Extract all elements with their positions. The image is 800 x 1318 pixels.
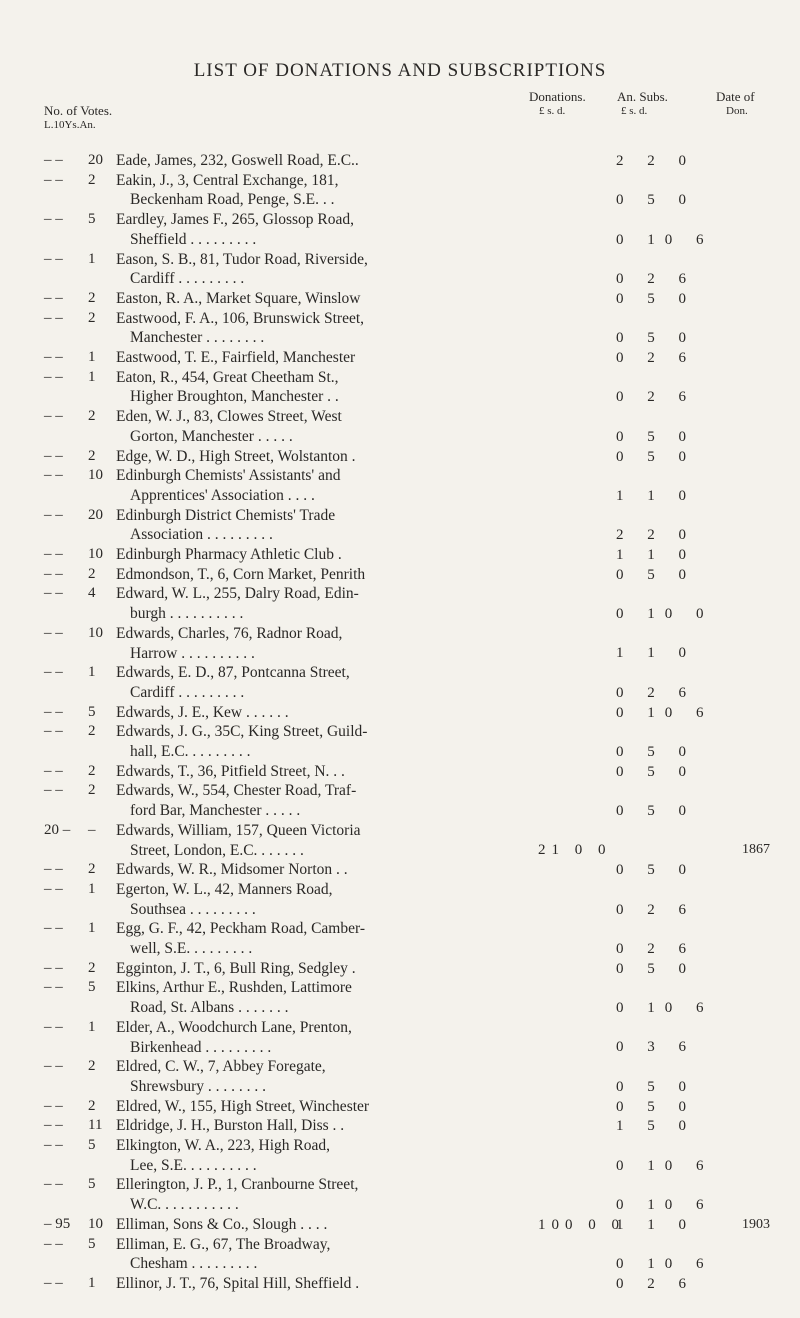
page-title: LIST OF DONATIONS AND SUBSCRIPTIONS [193, 60, 607, 81]
entry-name-address [116, 348, 516, 368]
entry-votes-number: 20 [88, 506, 103, 523]
entry-name-address [116, 1274, 516, 1294]
list-item [0, 506, 800, 545]
entry-subscription: 0 5 0 [616, 763, 696, 780]
entry-votes-number: 5 [88, 979, 96, 996]
entry-date: 1867 [742, 842, 770, 858]
donations-header-units: £ s. d. [539, 105, 566, 117]
entry-votes-number: 11 [88, 1117, 103, 1134]
list-item [0, 1274, 800, 1294]
list-item [0, 466, 800, 505]
entry-name-address [116, 1136, 516, 1175]
date-header-line2: Don. [726, 105, 748, 117]
entry-votes-lead: – – [44, 1137, 63, 1153]
entry-votes-number: 2 [88, 408, 96, 425]
entry-name-address [116, 1175, 516, 1214]
entry-subscription: 0 10 6 [616, 231, 714, 248]
entry-subscription: 0 10 0 [616, 606, 714, 623]
entry-votes-lead: – – [44, 250, 63, 267]
entry-subscription: 0 5 0 [616, 566, 696, 583]
entry-votes-lead: – – [44, 762, 63, 779]
entry-subscription: 2 2 0 [616, 527, 696, 544]
entry-name-address [116, 781, 516, 820]
entry-votes-lead: – – [44, 1235, 63, 1252]
entry-subscription: 0 2 6 [616, 940, 696, 957]
list-item [0, 860, 800, 880]
list-item [0, 584, 800, 623]
entry-line: Elkins, Arthur E., Rushden, Lattimore [116, 979, 352, 997]
entry-line: Edwards, William, 157, Queen Victoria [116, 821, 361, 839]
entry-date: 1903 [742, 1216, 770, 1232]
entry-name-address [116, 722, 516, 761]
entry-line: Eastwood, T. E., Fairfield, Manchester [116, 349, 356, 366]
entry-votes-number: 2 [88, 762, 96, 779]
entry-votes-lead: – – [44, 1117, 63, 1134]
entry-line: Edward, W. L., 255, Dalry Road, Edin- [116, 585, 359, 603]
entry-votes-lead: – – [44, 880, 63, 897]
entry-continuation-line: Higher Broughton, Manchester . . [130, 388, 339, 406]
entry-continuation-line: Cardiff . . . . . . . . . [130, 270, 245, 288]
entry-votes-number: 1 [88, 1274, 96, 1291]
entry-name-address [116, 821, 516, 860]
entry-votes-number: 1 [88, 250, 96, 267]
list-item [0, 309, 800, 348]
entry-continuation-line: Street, London, E.C. . . . . . . [130, 841, 304, 859]
entry-name-address [116, 565, 516, 585]
entry-votes-number: 2 [88, 959, 96, 976]
entry-name-address [116, 309, 516, 348]
entry-subscription: 0 5 0 [616, 1078, 696, 1095]
entry-votes-number: 5 [88, 1176, 96, 1193]
entry-votes-lead: 20 – [44, 821, 71, 838]
list-item [0, 821, 800, 860]
entry-votes-lead: – – [44, 211, 63, 228]
entry-votes-number: 1 [88, 368, 96, 385]
entry-votes-lead: – – [44, 309, 63, 326]
entry-subscription: 0 2 6 [616, 350, 696, 366]
entry-votes-lead: – – [44, 703, 63, 720]
list-item [0, 978, 800, 1017]
entry-continuation-line: Cardiff . . . . . . . . . [130, 683, 245, 701]
entry-votes-number: 1 [88, 349, 96, 365]
entry-line: Edwards, Charles, 76, Radnor Road, [116, 624, 343, 642]
entry-name-address [116, 210, 516, 249]
entry-votes-number: 2 [88, 565, 96, 582]
entry-votes-number: 10 [88, 1215, 103, 1232]
votes-header-line2: L.10Ys.An. [44, 119, 96, 131]
entry-votes-number: 10 [88, 546, 103, 562]
entry-votes-number: 4 [88, 585, 96, 602]
entry-line: Eden, W. J., 83, Clowes Street, West [116, 408, 342, 426]
entry-continuation-line: Gorton, Manchester . . . . . [130, 427, 293, 445]
entry-line: Eardley, James F., 265, Glossop Road, [116, 211, 354, 229]
list-item [0, 1097, 800, 1117]
entry-votes-lead: – – [44, 723, 63, 740]
entry-continuation-line: Association . . . . . . . . . [130, 526, 273, 544]
list-item [0, 1018, 800, 1057]
subscriptions-header-units: £ s. d. [621, 105, 648, 117]
date-header-line1: Date of [716, 89, 755, 104]
entry-line: Eldred, W., 155, High Street, Winchester [116, 1097, 370, 1115]
entry-votes-lead: – – [44, 349, 63, 365]
entry-line: Elkington, W. A., 223, High Road, [116, 1137, 330, 1154]
entry-votes-number: 2 [88, 1058, 96, 1075]
list-item [0, 1136, 800, 1175]
entry-line: Eldridge, J. H., Burston Hall, Diss . . [116, 1117, 345, 1135]
entry-continuation-line: Sheffield . . . . . . . . . [130, 230, 257, 248]
entry-line: Edwards, E. D., 87, Pontcanna Street, [116, 664, 350, 682]
entry-name-address [116, 1097, 516, 1117]
entry-subscription: 0 5 0 [616, 743, 696, 760]
entry-votes-number: 2 [88, 309, 96, 326]
entry-votes-lead: – – [44, 585, 63, 602]
list-item [0, 703, 800, 723]
entry-name-address [116, 1215, 516, 1235]
entry-continuation-line: Apprentices' Association . . . . [130, 486, 315, 504]
entry-continuation-line: Birkenhead . . . . . . . . . [130, 1038, 272, 1056]
entry-line: Ellinor, J. T., 76, Spital Hill, Sheffield . [116, 1274, 360, 1292]
list-item [0, 151, 800, 171]
entry-continuation-line: Southsea . . . . . . . . . [130, 900, 256, 918]
entry-subscription: 0 10 6 [616, 1197, 714, 1214]
entry-votes-lead: – – [44, 959, 63, 976]
list-item [0, 447, 800, 467]
entry-continuation-line: W.C. . . . . . . . . . . [130, 1196, 239, 1214]
entry-subscription: 0 10 6 [616, 704, 714, 721]
entry-line: Elder, A., Woodchurch Lane, Prenton, [116, 1018, 352, 1036]
entry-continuation-line: hall, E.C. . . . . . . . . [130, 743, 251, 760]
entry-votes-lead: – – [44, 1274, 63, 1291]
entry-votes-number: 5 [88, 1137, 96, 1153]
entry-name-address [116, 151, 516, 171]
entry-votes-number: 1 [88, 1018, 96, 1035]
entry-subscription: 1 1 0 [616, 1216, 696, 1233]
list-item [0, 663, 800, 702]
entry-line: Edwards, W. R., Midsomer Norton . . [116, 861, 348, 879]
entry-name-address [116, 250, 516, 289]
entry-line: Eakin, J., 3, Central Exchange, 181, [116, 171, 339, 189]
entry-votes-number: 2 [88, 171, 96, 188]
entry-votes-lead: – – [44, 1176, 63, 1193]
entry-name-address [116, 919, 516, 958]
entry-subscription: 0 5 0 [616, 290, 696, 307]
entry-subscription: 0 5 0 [616, 192, 696, 209]
entry-votes-number: 2 [88, 289, 96, 306]
list-item [0, 289, 800, 309]
entry-name-address [116, 1116, 516, 1136]
entry-name-address [116, 1057, 516, 1096]
entry-continuation-line: Chesham . . . . . . . . . [130, 1255, 258, 1273]
entry-votes-number: 2 [88, 723, 96, 740]
entry-votes-lead: – – [44, 1097, 63, 1114]
entry-votes-lead: – – [44, 664, 63, 681]
entry-line: Easton, R. A., Market Square, Winslow [116, 289, 361, 307]
entry-votes-number: 2 [88, 782, 96, 799]
entry-subscription: 0 10 6 [616, 1157, 714, 1174]
entry-line: Ellerington, J. P., 1, Cranbourne Street, [116, 1176, 359, 1194]
entry-line: Elliman, Sons & Co., Slough . . . . [116, 1215, 328, 1233]
list-item [0, 545, 800, 565]
entry-votes-lead: – – [44, 546, 63, 562]
list-item [0, 565, 800, 585]
entry-line: Edinburgh Pharmacy Athletic Club . [116, 546, 342, 563]
entry-subscription: 0 10 6 [616, 1256, 714, 1273]
entry-votes-number: 1 [88, 920, 96, 937]
entry-line: Egg, G. F., 42, Peckham Road, Camber- [116, 920, 365, 938]
entry-subscription: 0 10 6 [616, 1000, 714, 1017]
list-item [0, 368, 800, 407]
subscriptions-header-label: An. Subs. [617, 89, 668, 104]
list-item [0, 959, 800, 979]
entry-votes-number: 2 [88, 861, 96, 878]
entry-subscription: 0 5 0 [616, 1098, 696, 1115]
entry-name-address [116, 584, 516, 623]
entry-votes-lead: – – [44, 408, 63, 425]
entry-votes-number: 1 [88, 880, 96, 897]
entry-name-address [116, 959, 516, 979]
entry-donation: 21 0 0 [538, 842, 612, 859]
entry-subscription: 0 2 6 [616, 271, 696, 288]
entry-name-address [116, 1235, 516, 1274]
entry-subscription: 1 5 0 [616, 1118, 696, 1135]
entry-name-address [116, 447, 516, 467]
entry-votes-lead: – – [44, 861, 63, 878]
list-item [0, 624, 800, 663]
entry-line: Edwards, J. G., 35C, King Street, Guild- [116, 723, 368, 741]
entry-votes-lead: – – [44, 467, 63, 484]
entry-name-address [116, 545, 516, 565]
entry-continuation-line: Road, St. Albans . . . . . . . [130, 999, 289, 1017]
list-item [0, 210, 800, 249]
entry-name-address [116, 289, 516, 309]
entry-continuation-line: well, S.E. . . . . . . . . [130, 940, 253, 957]
entry-line: Eade, James, 232, Goswell Road, E.C.. [116, 152, 359, 169]
entry-votes-lead: – – [44, 1058, 63, 1075]
list-item [0, 762, 800, 782]
entry-votes-lead: – – [44, 624, 63, 641]
entry-votes-lead: – – [44, 506, 63, 523]
entry-votes-lead: – 95 [44, 1215, 71, 1232]
entry-votes-number: 5 [88, 703, 96, 720]
entry-name-address [116, 466, 516, 505]
entry-name-address [116, 171, 516, 210]
entry-name-address [116, 978, 516, 1017]
entry-votes-number: 20 [88, 152, 103, 168]
entry-line: Eastwood, F. A., 106, Brunswick Street, [116, 309, 365, 327]
entry-votes-number: 5 [88, 211, 96, 228]
entry-name-address [116, 703, 516, 723]
entry-name-address [116, 860, 516, 880]
entry-line: Elliman, E. G., 67, The Broadway, [116, 1235, 331, 1253]
entry-subscription: 0 5 0 [616, 330, 696, 347]
entry-votes-lead: – – [44, 1018, 63, 1035]
list-item [0, 919, 800, 958]
entry-votes-number: 1 [88, 664, 96, 681]
list-item [0, 1116, 800, 1136]
entry-name-address [116, 1018, 516, 1057]
entry-continuation-line: Lee, S.E. . . . . . . . . . [130, 1156, 257, 1174]
entry-votes-number: 5 [88, 1235, 96, 1252]
entry-continuation-line: ford Bar, Manchester . . . . . [130, 802, 301, 820]
entry-line: Edwards, W., 554, Chester Road, Traf- [116, 782, 357, 800]
entry-votes-number: 10 [88, 624, 103, 641]
entry-subscription: 0 5 0 [616, 960, 696, 977]
entry-line: Edwards, T., 36, Pitfield Street, N. . . [116, 762, 345, 780]
list-item [0, 1215, 800, 1235]
entry-votes-number: 10 [88, 467, 103, 484]
entry-name-address [116, 624, 516, 663]
entry-name-address [116, 368, 516, 407]
entry-subscription: 0 5 0 [616, 803, 696, 820]
entry-line: Edinburgh District Chemists' Trade [116, 506, 336, 524]
entry-name-address [116, 407, 516, 446]
list-item [0, 171, 800, 210]
list-item [0, 1235, 800, 1274]
entry-subscription: 0 3 6 [616, 1039, 696, 1056]
entry-subscription: 0 5 0 [616, 862, 696, 879]
entry-votes-number: 2 [88, 447, 96, 464]
entry-subscription: 0 2 6 [616, 389, 696, 406]
entry-name-address [116, 762, 516, 782]
list-item [0, 250, 800, 289]
entry-line: Egerton, W. L., 42, Manners Road, [116, 880, 333, 898]
entry-name-address [116, 506, 516, 545]
entry-continuation-line: Manchester . . . . . . . . [130, 329, 265, 347]
entry-line: Eldred, C. W., 7, Abbey Foregate, [116, 1058, 326, 1076]
entry-subscription: 2 2 0 [616, 153, 696, 169]
entry-line: Eason, S. B., 81, Tudor Road, Riverside, [116, 250, 368, 268]
entry-votes-lead: – – [44, 447, 63, 464]
entry-continuation-line: Beckenham Road, Penge, S.E. . . [130, 191, 335, 209]
entry-votes-lead: – – [44, 152, 63, 168]
entry-subscription: 0 2 6 [616, 901, 696, 918]
donations-header-label: Donations. [529, 89, 586, 104]
entry-votes-lead: – – [44, 979, 63, 996]
entry-subscription: 0 5 0 [616, 448, 696, 465]
entry-line: Egginton, J. T., 6, Bull Ring, Sedgley . [116, 959, 356, 977]
entry-name-address [116, 663, 516, 702]
entry-votes-lead: – – [44, 565, 63, 582]
entry-votes-lead: – – [44, 782, 63, 799]
entry-line: Edinburgh Chemists' Assistants' and [116, 467, 341, 485]
entry-line: Edge, W. D., High Street, Wolstanton . [116, 447, 356, 465]
entry-votes-lead: – – [44, 171, 63, 188]
entry-subscription: 1 1 0 [616, 645, 696, 662]
entry-subscription: 0 2 6 [616, 684, 696, 701]
list-item [0, 348, 800, 368]
entry-votes-lead: – – [44, 289, 63, 306]
entry-votes-number: 2 [88, 1097, 96, 1114]
list-item [0, 1057, 800, 1096]
entry-line: Eaton, R., 454, Great Cheetham St., [116, 368, 339, 386]
entry-continuation-line: Harrow . . . . . . . . . . [130, 644, 255, 662]
entry-votes-number: – [88, 821, 96, 838]
list-item [0, 781, 800, 820]
entry-subscription: 1 1 0 [616, 547, 696, 563]
entry-continuation-line: burgh . . . . . . . . . . [130, 605, 244, 623]
list-item [0, 880, 800, 919]
entry-subscription: 1 1 0 [616, 487, 696, 504]
entry-subscription: 0 2 6 [616, 1275, 696, 1292]
entry-line: Edmondson, T., 6, Corn Market, Penrith [116, 565, 366, 583]
entry-votes-lead: – – [44, 920, 63, 937]
entry-votes-lead: – – [44, 368, 63, 385]
list-item [0, 722, 800, 761]
votes-header-line1: No. of Votes. [44, 103, 113, 118]
entry-line: Edwards, J. E., Kew . . . . . . [116, 703, 289, 721]
entry-subscription: 0 5 0 [616, 428, 696, 445]
list-item [0, 1175, 800, 1214]
entry-donation: 100 0 0 [538, 1216, 625, 1233]
entry-continuation-line: Shrewsbury . . . . . . . . [130, 1077, 267, 1095]
entry-name-address [116, 880, 516, 919]
list-item [0, 407, 800, 446]
